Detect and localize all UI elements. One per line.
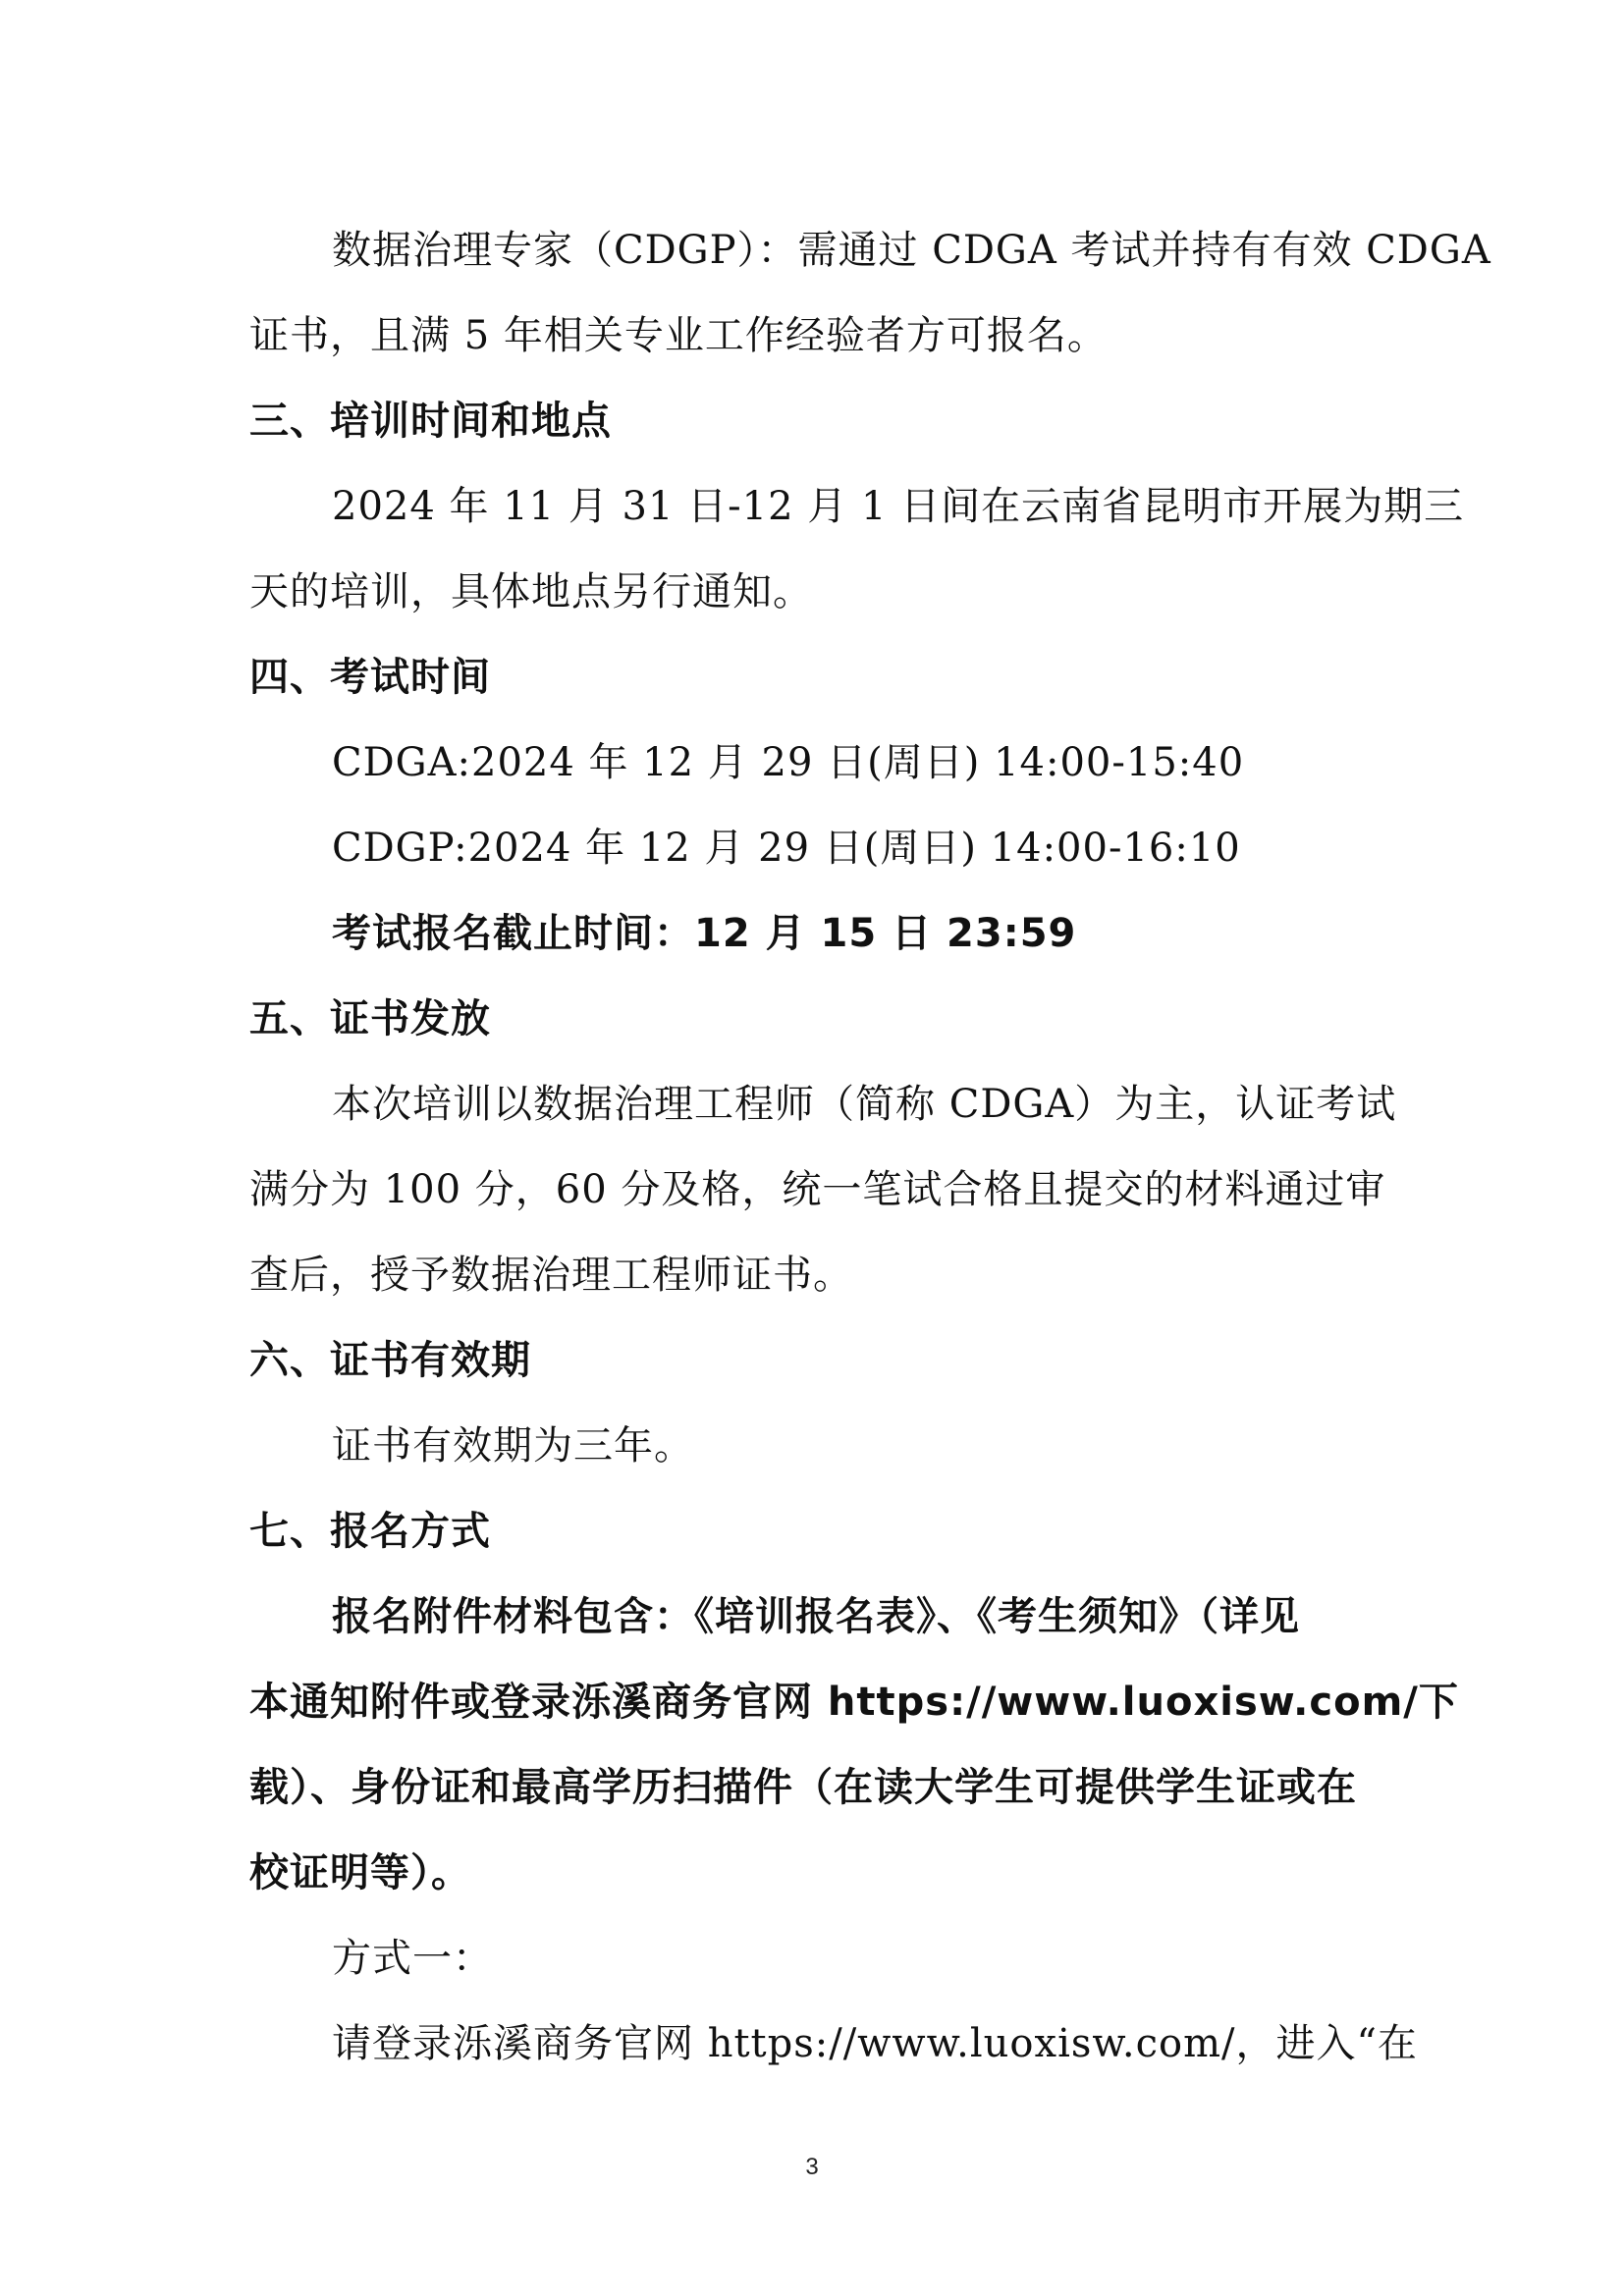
body-line: 查后，授予数据治理工程师证书。 <box>249 1253 853 1298</box>
body-line: 方式一： <box>332 1936 493 1981</box>
section-heading: 五、证书发放 <box>249 996 491 1041</box>
body-line: 天的培训，具体地点另行通知。 <box>249 569 813 614</box>
section-heading: 四、考试时间 <box>249 655 491 700</box>
body-line: CDGP:2024 年 12 月 29 日(周日) 14:00-16:10 <box>332 826 1241 871</box>
section-heading: 七、报名方式 <box>249 1509 491 1554</box>
section-heading: 六、证书有效期 <box>249 1338 531 1383</box>
body-line: 证书有效期为三年。 <box>332 1423 694 1468</box>
body-line: 满分为 100 分，60 分及格，统一笔试合格且提交的材料通过审 <box>249 1167 1386 1212</box>
page-number: 3 <box>805 2154 819 2180</box>
bold-body-line: 本通知附件或登录泺溪商务官网 https://www.luoxisw.com/下 <box>249 1680 1459 1725</box>
body-line: CDGA:2024 年 12 月 29 日(周日) 14:00-15:40 <box>332 740 1245 785</box>
body-line: 2024 年 11 月 31 日-12 月 1 日间在云南省昆明市开展为期三 <box>332 484 1465 529</box>
document-body <box>249 208 1491 2087</box>
body-line: 证书，且满 5 年相关专业工作经验者方可报名。 <box>249 313 1108 358</box>
bold-body-line: 报名附件材料包含：《培训报名表》、《考生须知》（详见 <box>332 1594 1300 1639</box>
section-heading: 三、培训时间和地点 <box>249 399 612 444</box>
bold-body-line: 校证明等）。 <box>249 1850 471 1896</box>
body-line: 请登录泺溪商务官网 https://www.luoxisw.com/，进入“在 <box>332 2021 1418 2066</box>
body-line: 本次培训以数据治理工程师（简称 CDGA）为主，认证考试 <box>332 1082 1397 1127</box>
body-line: 数据治理专家（CDGP）：需通过 CDGA 考试并持有有效 CDGA <box>332 228 1491 273</box>
deadline-line: 考试报名截止时间：12 月 15 日 23:59 <box>332 911 1077 956</box>
bold-body-line: 载）、身份证和最高学历扫描件（在读大学生可提供学生证或在 <box>249 1765 1357 1810</box>
